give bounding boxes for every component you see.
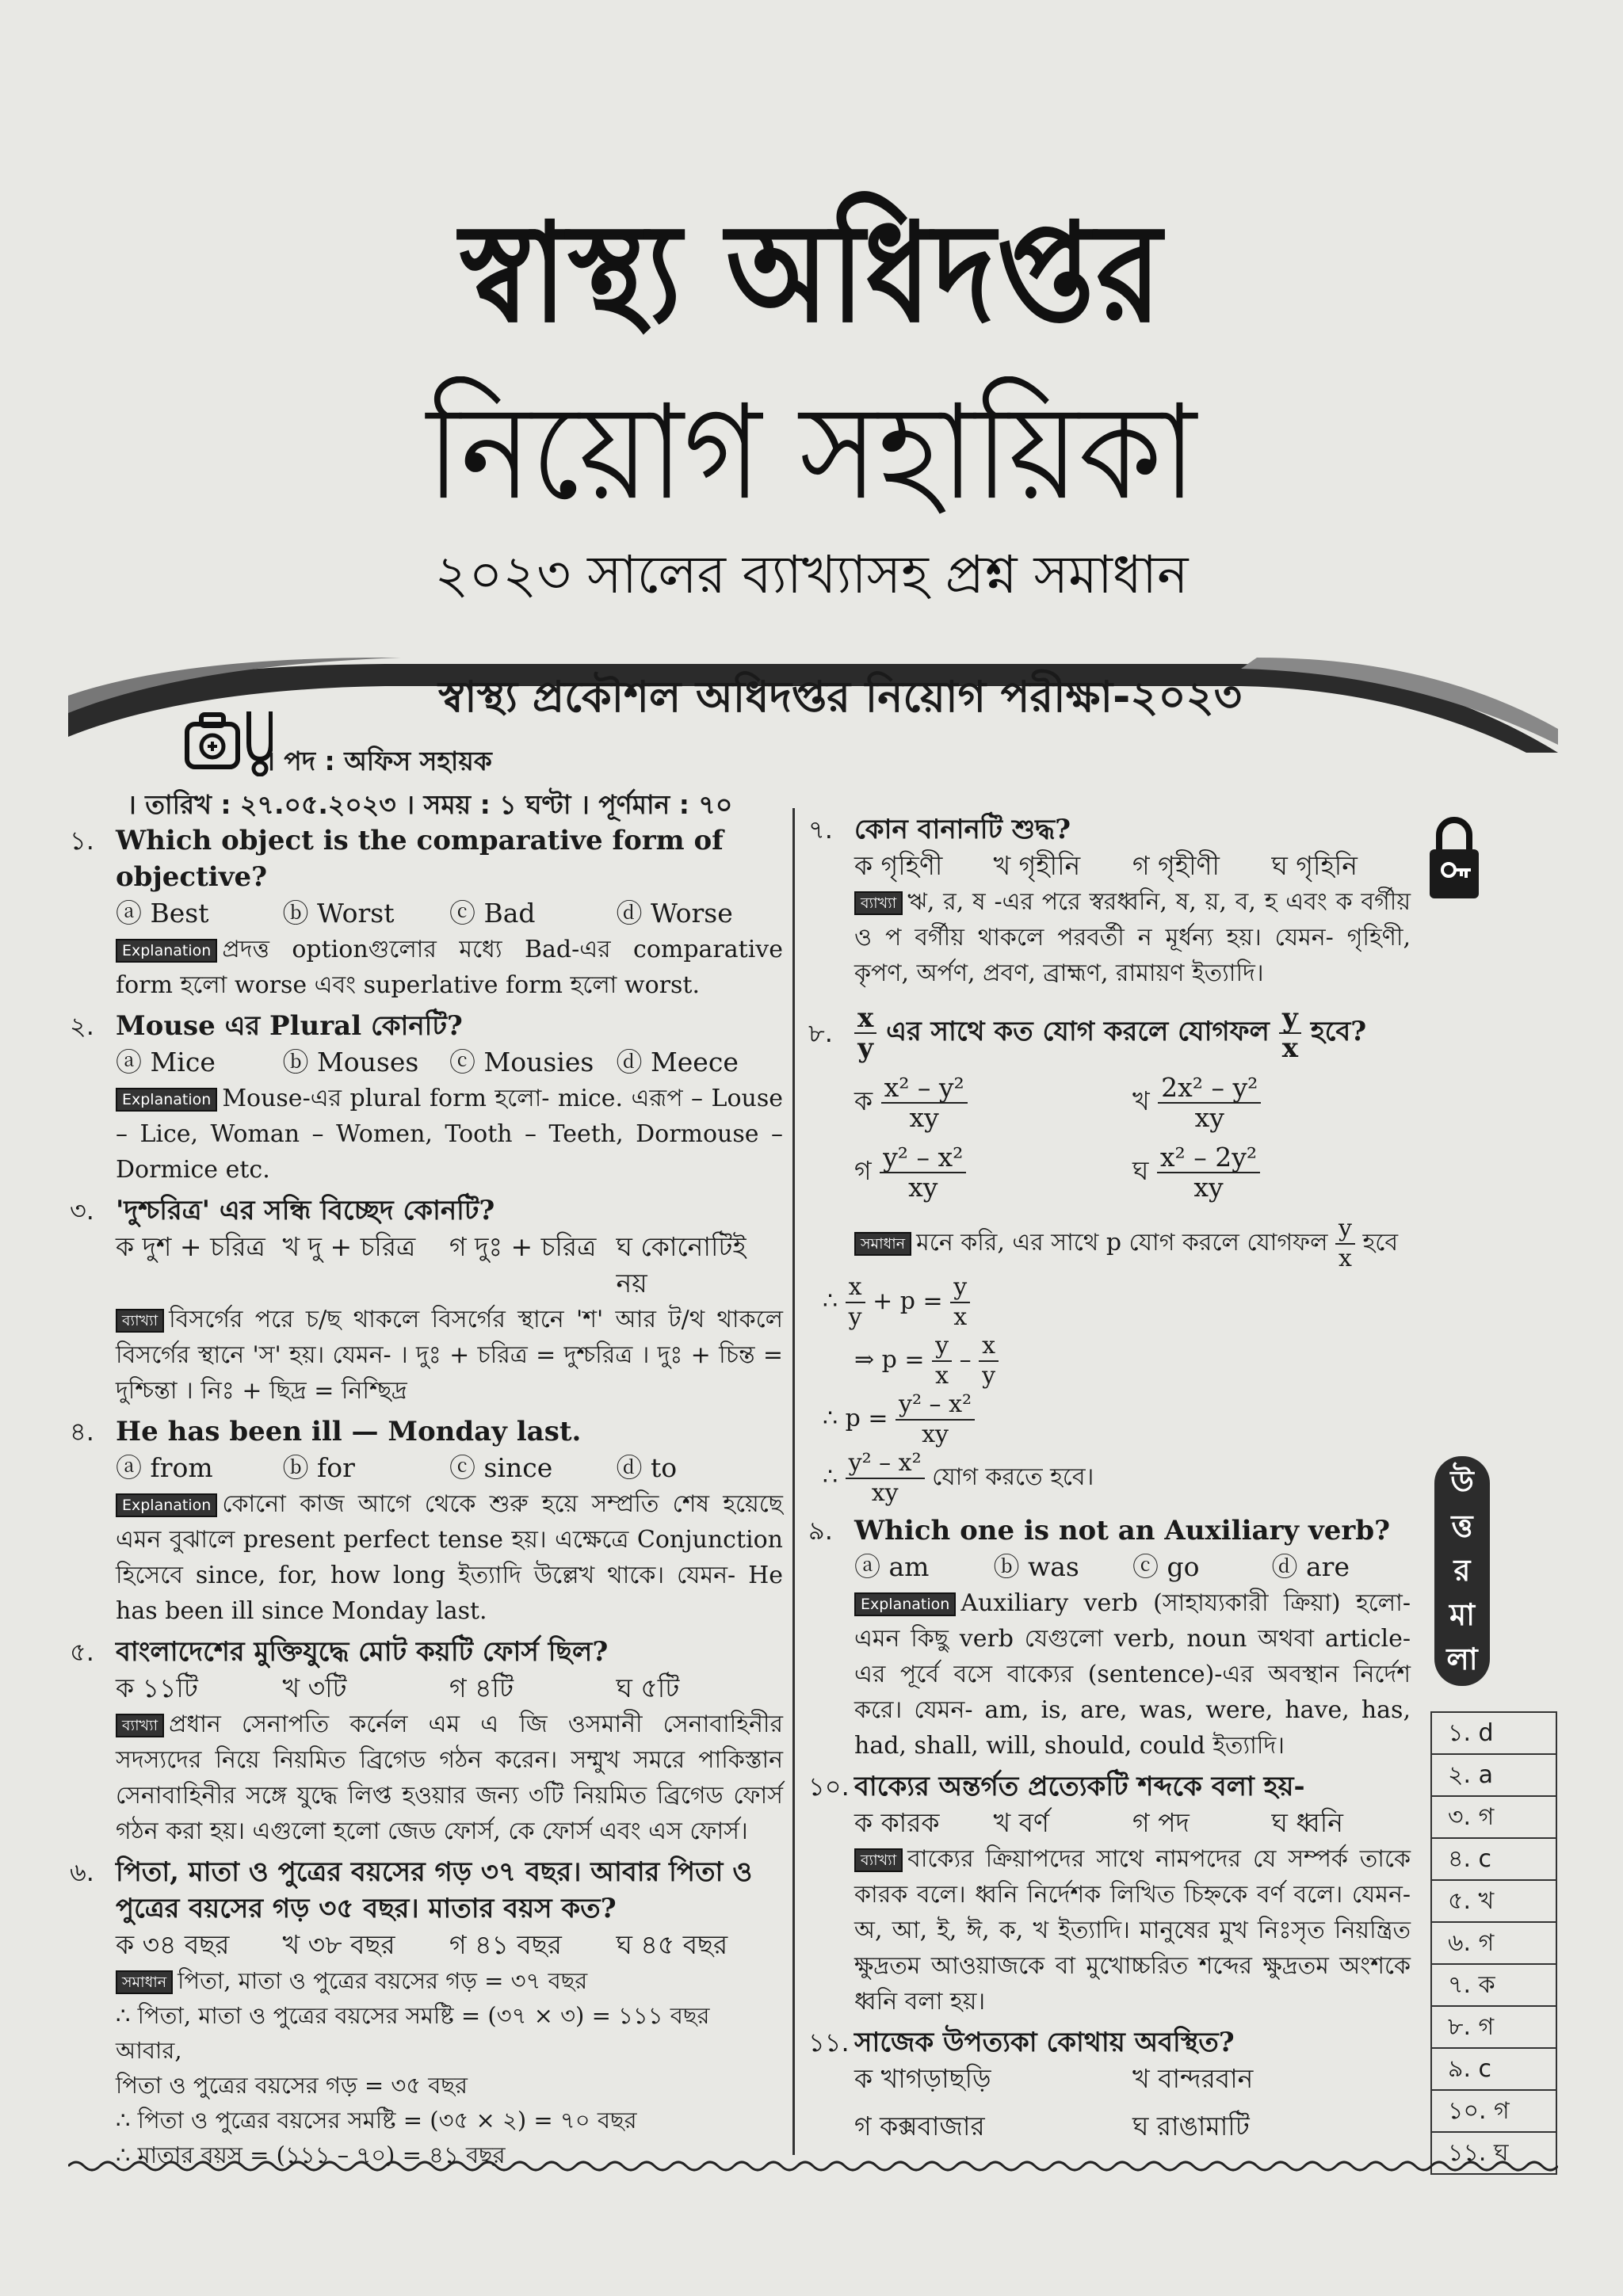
question-text: Which object is the comparative form of objective?: [116, 825, 724, 893]
question-3: [70, 1192, 783, 1409]
option-b: ⓑ for: [282, 1452, 355, 1483]
left-column: [70, 818, 783, 2172]
question-11: [808, 2024, 1411, 2145]
answer-item: ২. a: [1430, 1755, 1557, 1797]
question-number: ৩.: [70, 1196, 94, 1226]
solution-line: ∴ পিতা ও পুত্রের বয়সের সমষ্টি = (৩৫ × ২) = ৭০ বছর: [116, 2107, 637, 2134]
exam-title: স্বাস্থ্য প্রকৌশল অধিদপ্তর নিয়োগ পরীক্ষা-২০২৩: [438, 672, 1242, 722]
question-text: He has been ill — Monday last.: [116, 1416, 582, 1447]
solution-step-2: ⇒ p = $\frac{y}{x}$ – $\frac{x}{y}$: [854, 1332, 1411, 1390]
question-number: ৪.: [70, 1417, 94, 1447]
question-number: ৯.: [808, 1516, 833, 1546]
explanation-text: কোনো কাজ আগে থেকে শুরু হয়ে সম্প্রতি শেষ হয়েছে এমন বুঝালে present perfect tense হয়। এক্ষেত্রে Conjunction হিসেবে since, for, how long ইত্যাদি উল্লেখ থাকে। যেমন- He has been ill since Monday last.: [116, 1490, 783, 1625]
option-d: ঘ $\frac{\text{x² – 2y²}}{xy}$: [1132, 1143, 1411, 1202]
answer-item: ১০. গ: [1430, 2091, 1557, 2133]
solution-tag: সমাধান: [854, 1232, 911, 1256]
question-text: সাজেক উপত্যকা কোথায় অবস্থিত?: [854, 2027, 1235, 2058]
option-d: ⓓ are: [1271, 1551, 1350, 1582]
question-9: [808, 1512, 1411, 1764]
question-text: পিতা, মাতা ও পুত্রের বয়সের গড় ৩৭ বছর। আবার পিতা ও পুত্রের বয়সের গড় ৩৫ বছর। মাতার বয়স কত?: [116, 1856, 753, 1924]
option-d: ঘ ৪৫ বছর: [616, 1929, 728, 1960]
question-7: [808, 811, 1411, 991]
option-c: ⓒ go: [1132, 1551, 1200, 1582]
option-b: খ ৩টি: [282, 1672, 347, 1703]
option-d: ঘ গৃহিনি: [1271, 850, 1358, 881]
solution-step-1: ∴ $\frac{x}{y}$ + p = $\frac{y}{x}$: [823, 1273, 1411, 1332]
answer-item: ৩. গ: [1430, 1797, 1557, 1839]
question-text: Mouse এর Plural কোনটি?: [116, 1010, 463, 1042]
answer-item: ৬. গ: [1430, 1923, 1557, 1965]
question-number: ৮.: [808, 1018, 833, 1048]
question-number: ৭.: [808, 814, 833, 845]
question-10: [808, 1768, 1411, 2019]
question-number: ২.: [70, 1011, 94, 1041]
question-number: ১১.: [808, 2027, 850, 2058]
solution-line: আবার,: [116, 2037, 182, 2064]
question-1: [70, 822, 783, 1003]
question-number: ১.: [70, 826, 94, 856]
option-a: ক কারক: [854, 1807, 940, 1838]
option-b: ⓑ was: [993, 1551, 1079, 1582]
question-5: [70, 1634, 783, 1849]
option-c: গ কক্সবাজার: [854, 2111, 985, 2142]
option-b: খ $\frac{\text{2x² – y²}}{xy}$: [1132, 1074, 1411, 1132]
option-b: ⓑ Mouses: [282, 1047, 419, 1077]
solution-tag: সমাধান: [116, 1970, 173, 1994]
option-b: খ বান্দরবান: [1132, 2063, 1254, 2094]
option-a: ⓐ Mice: [116, 1047, 216, 1077]
option-c: ⓒ Bad: [449, 898, 536, 929]
explanation-text: প্রধান সেনাপতি কর্নেল এম এ জি ওসমানী সেনাবাহিনীর সদস্যদের নিয়ে নিয়মিত ব্রিগেড গঠন করেন। সম্মুখ সমরে পাকিস্তান সেনাবাহিনীর সঙ্গে যুদ্ধে লিপ্ত হওয়ার জন্য ৩টি নিয়মিত ব্রিগেড ফোর্স গঠন করা হয়। এগুলো হলো জেড ফোর্স, কে ফোর্স এবং এস ফোর্স।: [116, 1711, 783, 1845]
answer-key-label-char: লা: [1446, 1642, 1478, 1676]
question-text: বাক্যের অন্তর্গত প্রত্যেকটি শব্দকে বলা হয়-: [854, 1771, 1305, 1802]
explanation-text: প্রদত্ত optionগুলোর মধ্যে Bad-এর comparative form হলো worse এবং superlative form হলো worst.: [116, 936, 783, 999]
option-c: গ ৪টি: [449, 1672, 514, 1703]
answer-key-label: [1434, 1456, 1490, 1686]
explanation-tag: Explanation: [116, 1088, 217, 1112]
option-c: গ পদ: [1132, 1807, 1190, 1838]
answer-item: ৮. গ: [1430, 2007, 1557, 2049]
option-b: খ ৩৮ বছর: [282, 1929, 395, 1960]
question-8: ৮. $\frac{x}{y}$ এর সাথে কত যোগ করলে যোগফল $\frac{y}{x}$ হবে? ক $\frac{\text{x² – y²}}{xy}$ খ $\frac{\text{2x² – y²}}{xy}$ গ $\frac{\text{y² – x²}}{xy}$ ঘ $\frac{\text{x² – 2y²}}{xy}$ সমাধান মনে করি, এর সাথে p যোগ করলে যোগফল $\frac{y}{x}$ হবে ∴ $\frac{x}{y}$ + p = $\frac{y}{x}$ ⇒ p = $\frac{y}{x}$ – $\frac{x}{y}$ ∴ p = $\frac{\text{y² – x²}}{xy}$ ∴ $\frac{\text{y² – x²}}{xy}$ যোগ করতে হবে।: [808, 1004, 1411, 1508]
question-text-end: হবে?: [1310, 1016, 1367, 1047]
solution-text: মনে করি, এর সাথে p যোগ করলে যোগফল: [916, 1229, 1328, 1257]
book-title-line2: নিয়োগ সহায়িকা: [426, 377, 1197, 529]
exam-date-line: । তারিখ : ২৭.০৫.২০২৩ । সময় : ১ ঘণ্টা । পূর্ণমান : ৭০: [127, 789, 733, 820]
exam-post: । পদ : অফিস সহায়ক: [265, 746, 492, 776]
question-2: [70, 1008, 783, 1188]
option-d: ⓓ Meece: [616, 1047, 739, 1077]
lock-icon: [1426, 814, 1482, 902]
question-text: Which one is not an Auxiliary verb?: [854, 1515, 1391, 1547]
answer-item: ১১. ঘ: [1430, 2133, 1557, 2175]
question-text: বাংলাদেশের মুক্তিযুদ্ধে মোট কয়টি ফোর্স ছিল?: [116, 1636, 609, 1668]
option-b: ⓑ Worst: [282, 898, 395, 929]
book-title-line1: স্বাস্থ্য অধিদপ্তর: [460, 194, 1163, 353]
answer-key: [1430, 1711, 1557, 2175]
option-d: ⓓ Worse: [616, 898, 733, 929]
option-b: খ দু + চরিত্র: [282, 1231, 416, 1262]
explanation-tag: Explanation: [116, 1493, 217, 1517]
solution-line: ∴ পিতা, মাতা ও পুত্রের বয়সের সমষ্টি = (৩৭ × ৩) = ১১১ বছর: [116, 2002, 710, 2029]
solution-step-4: ∴ $\frac{\text{y² – x²}}{xy}$ যোগ করতে হবে।: [823, 1449, 1094, 1507]
option-d: ঘ রাঙামাটি: [1132, 2111, 1250, 2142]
explanation-tag: ব্যাখ্যা: [854, 891, 903, 915]
question-number: ৫.: [70, 1637, 94, 1667]
explanation-text: Mouse-এর plural form হলো- mice. এরূপ – Louse – Lice, Woman – Women, Tooth – Teeth, Dormouse – Dormice etc.: [116, 1085, 783, 1184]
explanation-text: বিসর্গের পরে চ/ছ থাকলে বিসর্গের স্থানে 'শ' আর ট/থ থাকলে বিসর্গের স্থানে 'স' হয়। যেমন- । দুঃ + চরিত্র = দুশ্চরিত্র । দুঃ + চিন্ত = দুশ্চিন্তা । নিঃ + ছিদ্র = নিশ্ছিদ্র: [116, 1306, 783, 1405]
explanation-text: Auxiliary verb (সাহায্যকারী ক্রিয়া) হলো- এমন কিছু verb যেগুলো verb, noun অথবা article-এর পূর্বে বসে বাক্যের (sentence)-এর অবস্থান নির্দেশ করে। যেমন- am, is, are, was, were, have, has, had, shall, will, should, could ইত্যাদি।: [854, 1589, 1411, 1760]
option-d: ⓓ to: [616, 1452, 678, 1483]
option-c: ⓒ since: [449, 1452, 553, 1483]
answer-item: ৭. ক: [1430, 1965, 1557, 2007]
solution-text-end: হবে: [1362, 1229, 1399, 1257]
explanation-tag: ব্যাখ্যা: [854, 1848, 903, 1872]
medical-kit-icon: [184, 704, 273, 776]
answer-key-label-char: র: [1453, 1553, 1471, 1588]
option-d: ঘ কোনোটিই নয়: [616, 1231, 747, 1299]
solution-line: ∴ মাতার বয়স = (১১১ – ৭০) = ৪১ বছর: [116, 2142, 506, 2168]
question-number: ৬.: [70, 1857, 94, 1887]
explanation-tag: ব্যাখ্যা: [116, 1309, 164, 1333]
option-a: ক $\frac{\text{x² – y²}}{xy}$: [854, 1074, 1132, 1132]
option-d: ঘ ৫টি: [616, 1672, 680, 1703]
option-c: গ দুঃ + চরিত্র: [449, 1231, 597, 1262]
column-divider: [792, 808, 795, 2155]
option-a: ক ১১টি: [116, 1672, 198, 1703]
option-a: ⓐ am: [854, 1551, 930, 1582]
explanation-tag: Explanation: [854, 1592, 956, 1616]
option-c: ⓒ Mousies: [449, 1047, 594, 1077]
option-b: খ গৃহীনি: [993, 850, 1081, 881]
answer-key-label-char: ত্ত: [1451, 1508, 1473, 1543]
option-a: ⓐ from: [116, 1452, 213, 1483]
option-a: ⓐ Best: [116, 898, 209, 929]
book-subtitle: ২০২৩ সালের ব্যাখ্যাসহ প্রশ্ন সমাধান: [434, 544, 1189, 605]
answer-key-label-char: মা: [1449, 1597, 1476, 1632]
answer-item: ৫. খ: [1430, 1881, 1557, 1923]
option-a: ক খাগড়াছড়ি: [854, 2063, 991, 2094]
option-c: গ ৪১ বছর: [449, 1929, 562, 1960]
option-c: গ $\frac{\text{y² – x²}}{xy}$: [854, 1143, 1132, 1202]
explanation-text: বাক্যের ক্রিয়াপদের সাথে নামপদের যে সম্পর্ক তাকে কারক বলে। ধ্বনি নির্দেশক লিখিত চিহ্নকে বর্ণ বলে। যেমন- অ, আ, ই, ঈ, ক, খ ইত্যাদি। মানুষের মুখ নিঃসৃত নিয়ন্ত্রিত ক্ষুদ্রতম আওয়াজকে বা মুখোচ্চরিত শব্দের ক্ষুদ্রতম অংশকে ধ্বনি বলা হয়।: [854, 1845, 1411, 2016]
solution-step-3: ∴ p = $\frac{\text{y² – x²}}{xy}$: [823, 1390, 1411, 1449]
question-text: কোন বানানটি শুদ্ধ?: [854, 814, 1071, 845]
explanation-tag: Explanation: [116, 939, 217, 963]
answer-key-label-char: উ: [1450, 1464, 1474, 1499]
option-a: ক দুশ + চরিত্র: [116, 1231, 265, 1262]
question-6: [70, 1854, 783, 2172]
option-a: ক ৩৪ বছর: [116, 1929, 230, 1960]
answer-item: ৯. c: [1430, 2049, 1557, 2091]
solution-line: পিতা ও পুত্রের বয়সের গড় = ৩৫ বছর: [116, 2072, 468, 2099]
question-number: ১০.: [808, 1772, 850, 1802]
fraction-y-over-x: $\frac{y}{x}$: [1279, 1004, 1301, 1062]
option-a: ক গৃহিণী: [854, 850, 943, 881]
question-text: 'দুশ্চরিত্র' এর সন্ধি বিচ্ছেদ কোনটি?: [116, 1195, 495, 1226]
solution-line: পিতা, মাতা ও পুত্রের বয়সের গড় = ৩৭ বছর: [178, 1967, 588, 1994]
answer-item: ৪. c: [1430, 1839, 1557, 1881]
explanation-text: ঋ, র, ষ -এর পরে স্বরধ্বনি, ষ, য়, ব, হ এবং ক বর্গীয় ও প বর্গীয় থাকলে পরবর্তী ন মূর্ধন্য হয়। যেমন- গৃহিণী, কৃপণ, অর্পণ, প্রবণ, ব্রাহ্মণ, রামায়ণ ইত্যাদি।: [854, 888, 1411, 987]
fraction-x-over-y: $\frac{x}{y}$: [854, 1004, 876, 1062]
option-d: ঘ ধ্বনি: [1271, 1807, 1343, 1838]
answer-item: ১. d: [1430, 1711, 1557, 1755]
option-b: খ বর্ণ: [993, 1807, 1049, 1838]
option-c: গ গৃহীণী: [1132, 850, 1220, 881]
explanation-tag: ব্যাখ্যা: [116, 1714, 164, 1737]
right-column: [808, 807, 1411, 2145]
question-text: এর সাথে কত যোগ করলে যোগফল: [886, 1016, 1270, 1047]
question-4: [70, 1413, 783, 1629]
bottom-wavy-border: [68, 2157, 1558, 2176]
